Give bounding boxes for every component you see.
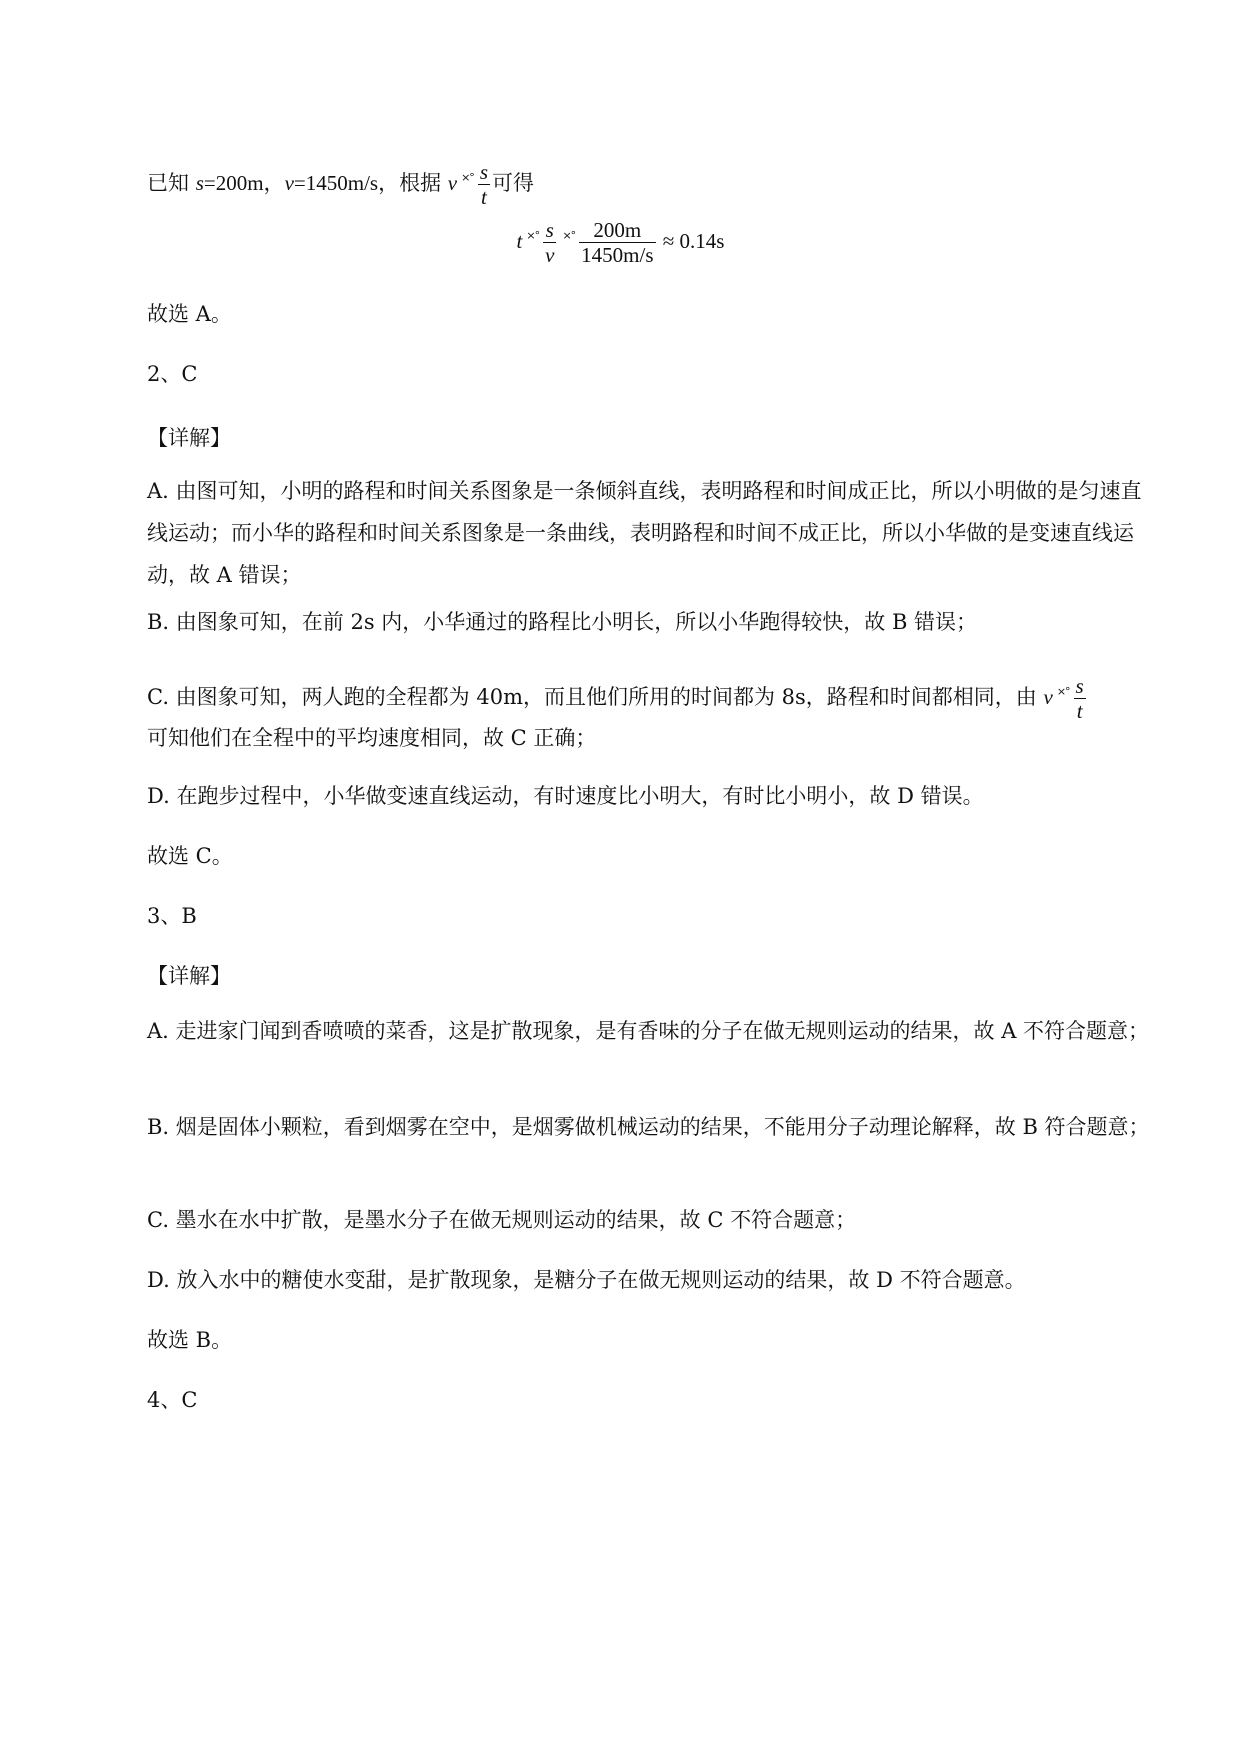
- equals-glyph: ×°: [562, 229, 576, 242]
- question-2-answer: 2、C: [147, 362, 198, 386]
- fraction-denominator: 1450m/s: [581, 243, 654, 267]
- fraction-denominator: t: [480, 185, 487, 209]
- question-3-option-c: C. 墨水在水中扩散，是墨水分子在做无规则运动的结果，故 C 不符合题意；: [147, 1208, 857, 1232]
- var-v: v: [284, 171, 294, 195]
- fraction-numerator: s: [543, 218, 556, 243]
- fraction-values: [579, 218, 655, 267]
- given-values-line: [147, 160, 534, 209]
- given-prefix: 已知: [147, 171, 196, 195]
- var-s: s: [195, 171, 204, 195]
- fraction-s-over-t: [1074, 674, 1086, 723]
- conclusion-1: 故选 A。: [147, 302, 232, 326]
- value-s: =200m，: [203, 171, 285, 195]
- formula-left-v: v: [447, 171, 458, 195]
- question-2-conclusion: 故选 C。: [147, 844, 233, 868]
- given-suffix: 可得: [492, 171, 534, 195]
- fraction-s-over-t: [478, 160, 490, 209]
- time-equation: [0, 218, 1241, 267]
- fraction-numerator: s: [1075, 674, 1084, 698]
- question-4-answer: 4、C: [147, 1388, 198, 1412]
- question-2-option-c-line2: 可知他们在全程中的平均速度相同，故 C 正确；: [147, 726, 597, 750]
- question-3-answer: 3、B: [147, 904, 197, 928]
- question-3-conclusion: 故选 B。: [147, 1328, 233, 1352]
- question-2-option-a: A. 由图可知，小明的路程和时间关系图象是一条倾斜直线，表明路程和时间成正比，所以小明做的是匀速直线运动；而小华的路程和时间关系图象是一条曲线，表明路程和时间不成正比，所以小华做的是变速直线运动，故 A 错误；: [147, 479, 1142, 587]
- question-3-option-a: A. 走进家门闻到香喷喷的菜香，这是扩散现象，是有香味的分子在做无规则运动的结果，故 A 不符合题意；: [147, 1019, 1150, 1043]
- question-3-option-d: D. 放入水中的糖使水变甜，是扩散现象，是糖分子在做无规则运动的结果，故 D 不符合题意。: [147, 1268, 1026, 1292]
- option-c-text: C. 由图象可知，两人跑的全程都为 40m，而且他们所用的时间都为 8s，路程和时间都相同，由: [147, 685, 1037, 709]
- question-2-heading: 【详解】: [147, 426, 231, 450]
- equals-glyph: ×°: [1056, 685, 1070, 698]
- question-2-option-b: B. 由图象可知，在前 2s 内，小华通过的路程比小明长，所以小华跑得较快，故 B 错误；: [147, 610, 978, 634]
- fraction-denominator: v: [545, 243, 555, 267]
- question-3-heading: 【详解】: [147, 964, 231, 988]
- fraction-denominator: t: [1076, 699, 1083, 723]
- question-2-option-c-line1: [147, 674, 1088, 723]
- equals-glyph: ×°: [461, 171, 474, 184]
- formula-left-v: v: [1043, 685, 1053, 709]
- value-v: =1450m/s，根据: [293, 171, 442, 195]
- var-t: t: [516, 229, 523, 253]
- equation-result: ≈ 0.14s: [657, 229, 725, 253]
- fraction-numerator: 200m: [579, 218, 655, 243]
- fraction-s-over-v: [543, 218, 556, 267]
- question-2-option-d: D. 在跑步过程中，小华做变速直线运动，有时速度比小明大，有时比小明小，故 D 错误。: [147, 784, 984, 808]
- question-3-option-b: B. 烟是固体小颗粒，看到烟雾在空中，是烟雾做机械运动的结果，不能用分子动理论解释，故 B 符合题意；: [147, 1115, 1150, 1139]
- equals-glyph: ×°: [526, 229, 540, 242]
- fraction-numerator: s: [479, 160, 488, 184]
